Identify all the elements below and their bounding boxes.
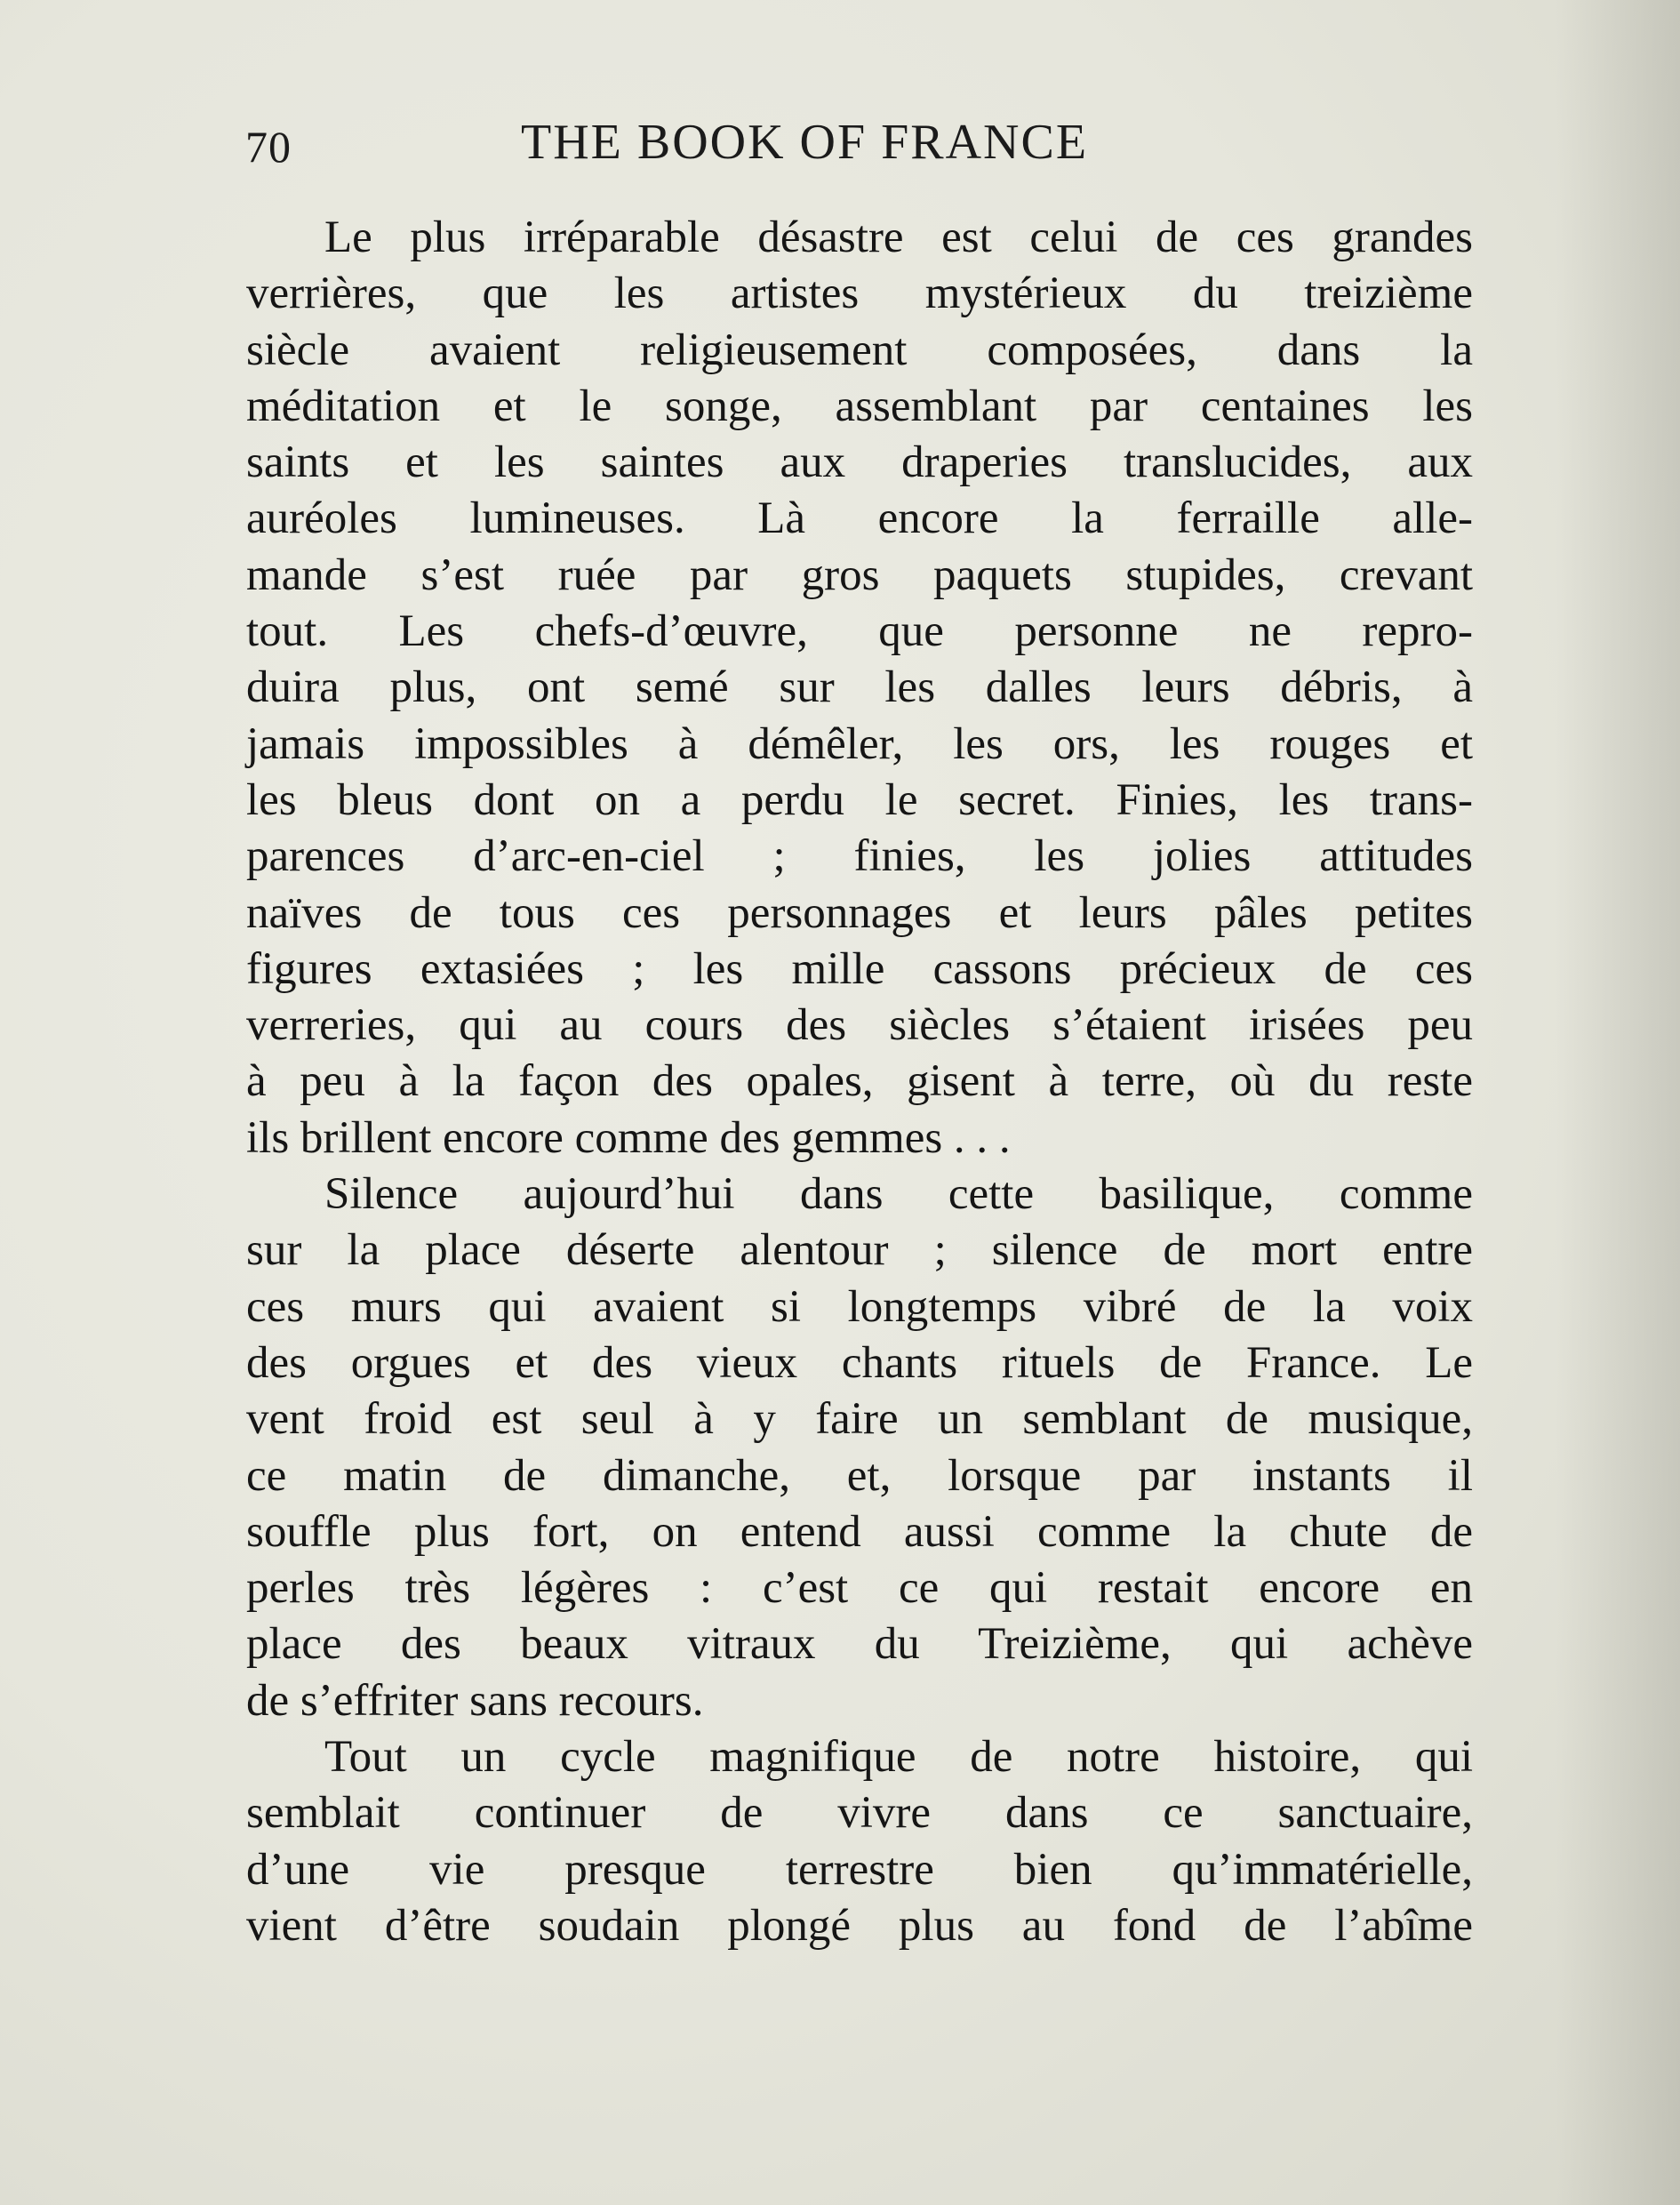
text-line: perles très légères : c’est ce qui restait encore en xyxy=(246,1563,1473,1614)
text-line: duira plus, ont semé sur les dalles leurs débris, à xyxy=(246,662,1473,713)
text-line: verreries, qui au cours des siècles s’étaient irisées peu xyxy=(246,1000,1473,1051)
text-line: souffle plus fort, on entend aussi comme la chute de xyxy=(246,1506,1473,1557)
text-line: de s’effriter sans recours. xyxy=(246,1675,704,1726)
text-line: parences d’arc-en-ciel ; finies, les jolies attitudes xyxy=(246,831,1473,882)
running-head xyxy=(245,114,1196,185)
text-line: vient d’être soudain plongé plus au fond de l’abîme xyxy=(246,1900,1473,1951)
text-line: ce matin de dimanche, et, lorsque par instants il xyxy=(246,1450,1473,1501)
text-line: des orgues et des vieux chants rituels de France. Le xyxy=(246,1337,1473,1388)
text-line: d’une vie presque terrestre bien qu’immatérielle, xyxy=(246,1844,1473,1895)
text-line: semblait continuer de vivre dans ce sanctuaire, xyxy=(246,1788,1473,1839)
text-line: saints et les saintes aux draperies translucides, aux xyxy=(246,437,1473,488)
paragraph-1 xyxy=(246,210,1473,1167)
text-line: siècle avaient religieusement composées, dans la xyxy=(246,325,1473,375)
text-line: sur la place déserte alentour ; silence de mort entre xyxy=(246,1225,1473,1276)
text-line: à peu à la façon des opales, gisent à terre, où du reste xyxy=(246,1056,1473,1107)
page-edge-shadow xyxy=(1556,0,1680,2205)
page-number: 70 xyxy=(245,122,292,172)
text-line: Tout un cycle magnifique de notre histoire, qui xyxy=(324,1732,1473,1783)
text-line: verrières, que les artistes mystérieux du treizième xyxy=(246,269,1473,319)
paragraph-3 xyxy=(246,1729,1473,1954)
text-line: place des beaux vitraux du Treizième, qui achève xyxy=(246,1619,1473,1670)
text-line: Silence aujourd’hui dans cette basilique, comme xyxy=(324,1169,1473,1220)
book-title: THE BOOK OF FRANCE xyxy=(521,115,1089,170)
text-line: vent froid est seul à y faire un semblant de musique, xyxy=(246,1394,1473,1445)
text-line: ils brillent encore comme des gemmes . . . xyxy=(246,1112,1011,1163)
text-line: ces murs qui avaient si longtemps vibré de la voix xyxy=(246,1281,1473,1332)
paragraph-2 xyxy=(246,1167,1473,1729)
text-line: mande s’est ruée par gros paquets stupides, crevant xyxy=(246,549,1473,600)
text-line: Le plus irréparable désastre est celui de ces grandes xyxy=(324,212,1473,262)
text-line: tout. Les chefs-d’œuvre, que personne ne repro- xyxy=(246,606,1473,657)
text-line: auréoles lumineuses. Là encore la ferraille alle- xyxy=(246,493,1473,544)
text-line: les bleus dont on a perdu le secret. Finies, les trans- xyxy=(246,774,1473,825)
text-line: figures extasiées ; les mille cassons précieux de ces xyxy=(246,943,1473,994)
text-line: méditation et le songe, assemblant par centaines les xyxy=(246,381,1473,431)
text-line: jamais impossibles à démêler, les ors, les rouges et xyxy=(246,718,1473,769)
body-text xyxy=(246,210,1473,1954)
text-line: naïves de tous ces personnages et leurs pâles petites xyxy=(246,887,1473,938)
